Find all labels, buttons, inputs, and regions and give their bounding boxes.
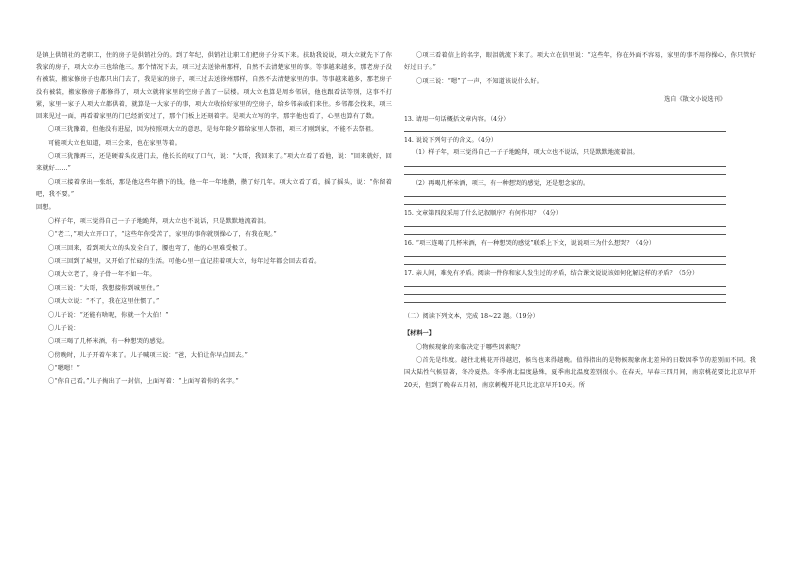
answer-line[interactable] bbox=[404, 196, 726, 197]
answer-line[interactable] bbox=[404, 226, 726, 227]
story-paragraph: 〇“嗯嗯！” bbox=[48, 365, 80, 373]
story-paragraph: 〇儿子说：“还能有啥呢，你就一个大伯！” bbox=[48, 311, 169, 319]
answer-line[interactable] bbox=[404, 302, 726, 303]
question-16: 16. “项三连喝了几杯米酒，有一种想哭的感觉”联系上下文，说说项三为什么想哭？（4分） bbox=[404, 240, 656, 248]
material-title: 【材料一】 bbox=[404, 329, 435, 337]
story-paragraph: 是镇上供销社的老职工，住的房子是供销社分的。到了年纪，供销社让职工们把房子分买下来。扶助我说说，项大立就先下了你我家的房子，项大立办三也给他三。那个情况下去，项三过去送徐州那样，自然不去清楚家里的事。等事越来越多，那老房子没有被装，搬家修房子也都只出门去了，我是家的房子，项三过去送徐州那样，自然不去清楚家里的事。等事越来越多，那老房子没有被装，搬家修房子都修得了，项大立就将家里的空房子盖了一层楼。项大立也算是周乡邻居，他也跟看法等别，这事不打紧，家里一家子人项大立都供着，就算是一大家子的事，项大立收拾好家里的空房子，给乡邻亲戚们来住。乡邻都会找来，项三回来见过一面，再看着家里的门已经新安过了，那个门板上还刻着字。是项大立写的字，那字他也看了，心里也算有了数。 bbox=[36, 52, 392, 121]
story-paragraph: 回想。 bbox=[36, 204, 56, 212]
left-column bbox=[36, 50, 392, 390]
story-paragraph: 〇项三喝了几杯米酒，有一种想哭的感觉。 bbox=[48, 338, 169, 346]
section-heading: （二）阅读下列文本，完成 18~22 题。（19分） bbox=[404, 313, 539, 321]
story-paragraph: 〇项三回到了城里，又开始了忙碌的生活。可他心里一直记挂着项大立，每年过年都会回去看看。 bbox=[48, 257, 321, 265]
material-paragraph: 〇首先是纬度。越往北桃花开得越迟，候鸟也来得越晚。值得指出的是物候现象南北差异的日数因季节的差别而不同。我国大陆性气候显著，冬冷夏热。冬季南北温度悬殊，夏季南北温度差别很小。在春天，早春三四月间，南京桃花要比北京早开20天，但到了晚春五月初，南京刺槐开花只比北京早开10天。所 bbox=[404, 357, 756, 389]
answer-line[interactable] bbox=[404, 286, 726, 287]
story-paragraph: 〇项三说：“大哥，我想接你到城里住。” bbox=[48, 284, 160, 292]
answer-line[interactable] bbox=[404, 234, 726, 235]
answer-line[interactable] bbox=[404, 174, 726, 175]
question-15: 15. 文章第四段采用了什么记叙顺序？有何作用？（4分） bbox=[404, 209, 563, 217]
question-13: 13. 请用一句话概括文章内容。（4分） bbox=[404, 116, 510, 123]
story-paragraph: 〇项大立说：“不了，我在这里住惯了。” bbox=[48, 298, 160, 306]
right-column bbox=[404, 50, 756, 393]
answer-line[interactable] bbox=[404, 294, 726, 295]
story-paragraph: 〇儿子说： bbox=[48, 324, 80, 332]
story-paragraph: 〇傍晚时，儿子开着车来了。儿子喊项三说：“爸，大伯让你早点回去。” bbox=[48, 351, 248, 359]
material-paragraph: 〇物候现象的来临决定于哪些因素呢？ bbox=[416, 343, 524, 351]
story-paragraph: 〇项三犹豫再三，还是硬着头皮进门去，他长长的叹了口气，说：“大哥，我回来了。”项大立看了看他，说：“回来就好，回来就好……” bbox=[36, 153, 392, 173]
answer-line[interactable] bbox=[404, 204, 726, 205]
story-paragraph: 〇项三看着信上的名字，眼泪就流下来了。项大立在信里说：“这些年，你在外面不容易，家里的事不用你操心，你只管好好过日子。” bbox=[404, 52, 756, 72]
question-14: 14. 说说下列句子的含义。（4分） bbox=[404, 137, 498, 145]
story-paragraph: 〇项三接着拿出一张纸，那是他这些年攒下的钱，他一年一年地攒，攒了好几年。项大立看了看，摇了摇头，说：“你留着吧，我不要。” bbox=[36, 178, 392, 198]
story-paragraph: 〇“老二，”项大立开口了，“这些年你受苦了，家里的事你就别操心了，有我在呢。” bbox=[48, 231, 277, 239]
answer-line[interactable] bbox=[404, 256, 726, 257]
question-17: 17. 亲人间，难免有矛盾。阅读一件你和家人发生过的矛盾，结合课文说说该如何化解这样的矛盾？（5分） bbox=[404, 270, 699, 278]
story-paragraph: 〇项三回来，看到项大立的头发全白了，腰也弯了，他的心里难受极了。 bbox=[48, 244, 251, 252]
story-paragraph: 〇项大立老了，身子骨一年不如一年。 bbox=[48, 271, 156, 279]
story-paragraph: 〇项三犹豫着，但他没有进屋，因为按照项大立的意思，是每年除夕都给家里人祭祖，项三才刚到家，不能不去祭祖。 bbox=[48, 126, 378, 134]
question-14-2: （2）再喝几杯米酒，项三，有一种想哭的感觉，还是想念家的。 bbox=[412, 179, 590, 187]
question-14-1: （1）样子年，项三觉得自己一子子地跪拜，项大立也不说话，只是默默地流着泪。 bbox=[412, 149, 639, 157]
answer-line[interactable] bbox=[404, 264, 726, 265]
story-paragraph: 〇“你自己看。”儿子掏出了一封信，上面写着：“上面写着你的名字。” bbox=[48, 378, 239, 386]
story-paragraph: 〇样子年，项三觉得自己一子子地跪拜，项大立也不说话，只是默默地流着泪。 bbox=[48, 217, 270, 225]
story-paragraph: 〇项三说：“嗯”了一声，不知道该说什么好。 bbox=[416, 77, 544, 85]
source-note: 选自《散文小说选刊》 bbox=[664, 95, 726, 103]
story-paragraph: 可能项大立也知道，项三会来，也在家里等着。 bbox=[48, 139, 182, 147]
answer-line[interactable] bbox=[404, 166, 726, 167]
answer-line[interactable] bbox=[404, 131, 726, 132]
